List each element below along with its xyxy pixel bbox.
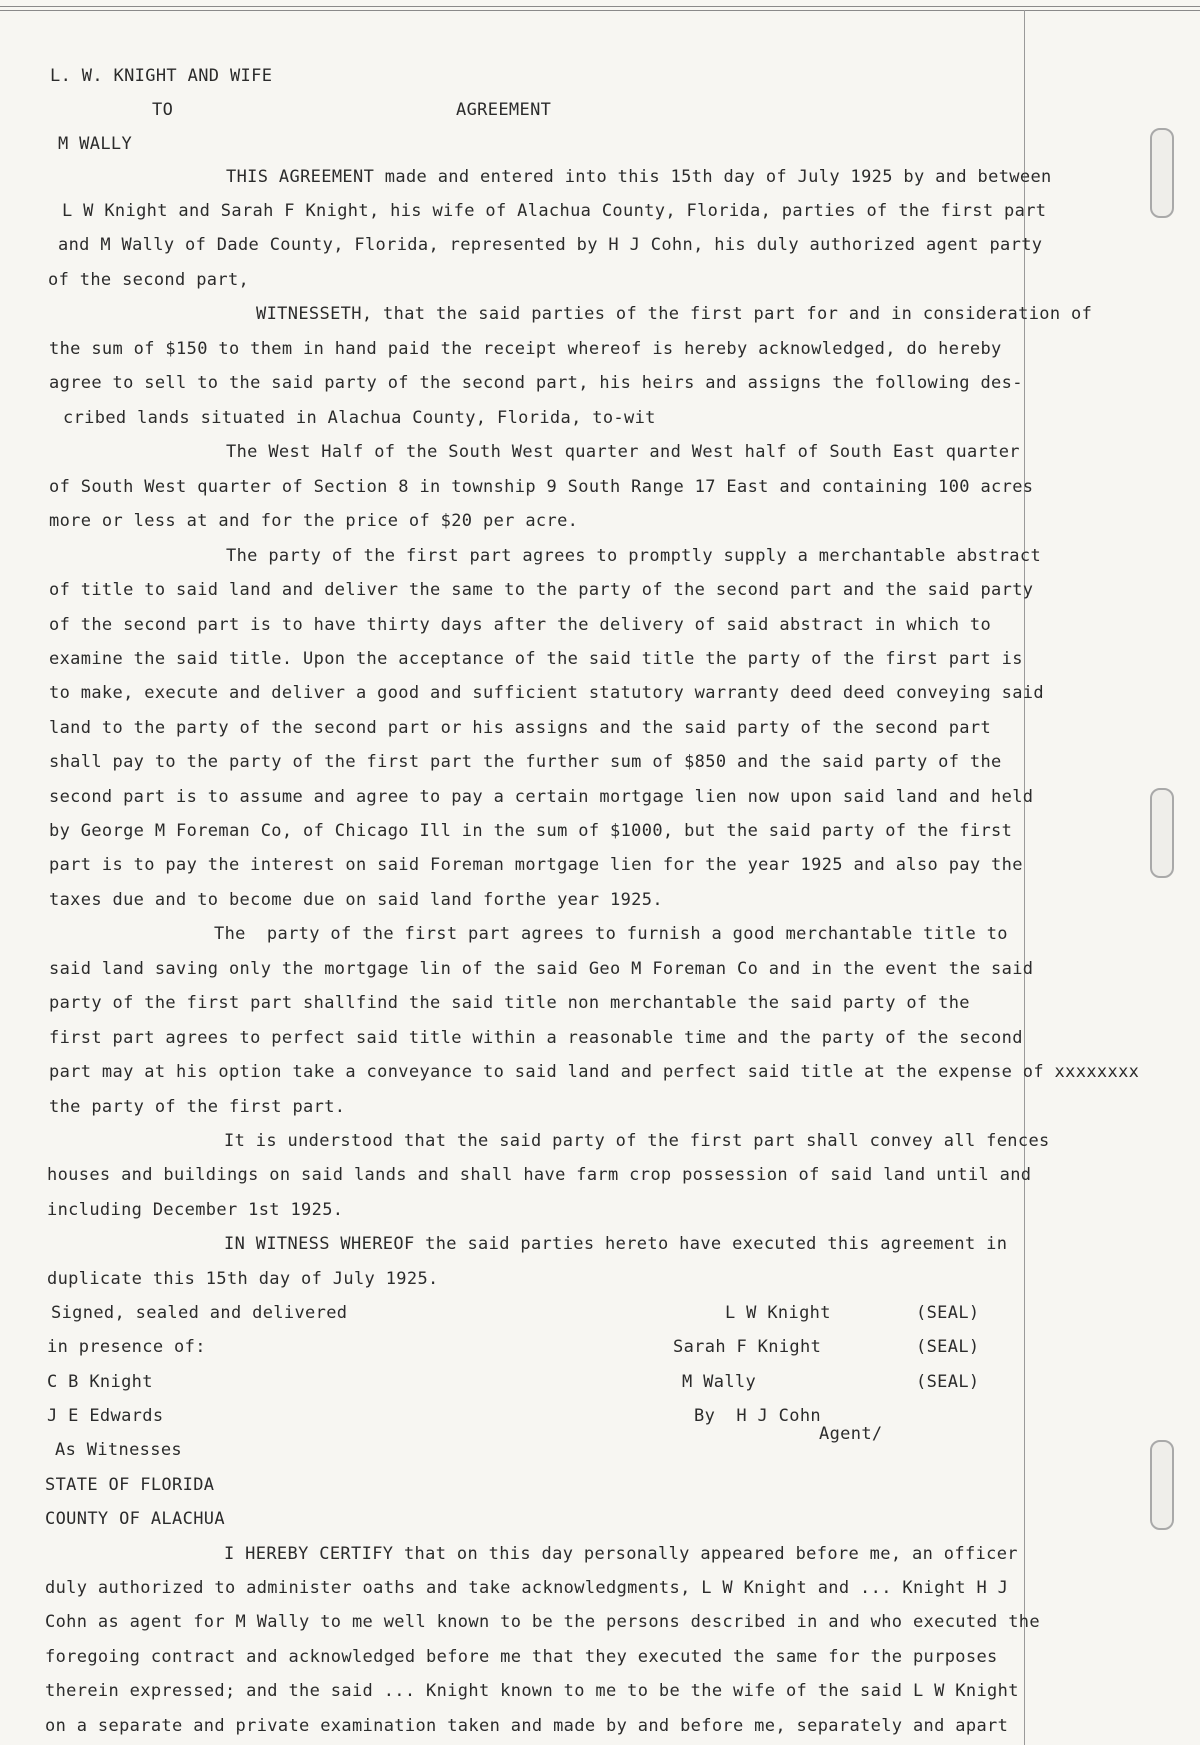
ack-line: therein expressed; and the said ... Knight known to me to be the wife of the said L W Knight — [45, 1681, 1019, 1701]
signer-name: Sarah F Knight — [673, 1337, 822, 1357]
body-line: L W Knight and Sarah F Knight, his wife of Alachua County, Florida, parties of the first part — [62, 201, 1047, 221]
body-line: and M Wally of Dade County, Florida, represented by H J Cohn, his duly authorized agent party — [58, 235, 1043, 255]
ack-line: on a separate and private examination taken and made by and before me, separately and apart — [45, 1716, 1009, 1736]
body-line: It is understood that the said party of the first part shall convey all fences — [224, 1131, 1050, 1151]
right-margin-line — [1024, 10, 1025, 1745]
body-line: first part agrees to perfect said title within a reasonable time and the party of the second — [49, 1028, 1023, 1048]
body-line: part is to pay the interest on said Foreman mortgage lien for the year 1925 and also pay the — [49, 855, 1023, 875]
body-line: duplicate this 15th day of July 1925. — [47, 1269, 439, 1289]
body-line: more or less at and for the price of $20 per acre. — [49, 511, 579, 531]
body-line: part may at his option take a conveyance to said land and perfect said title at the expense of xxxxxxxx — [49, 1062, 1140, 1082]
header-parties: L. W. KNIGHT AND WIFE — [50, 66, 273, 86]
ack-state: STATE OF FLORIDA — [45, 1475, 215, 1495]
body-line: agree to sell to the said party of the second part, his heirs and assigns the following des- — [49, 373, 1023, 393]
body-line: party of the first part shallfind the said title non merchantable the said party of the — [49, 993, 970, 1013]
body-line: of the second part is to have thirty days after the delivery of said abstract in which to — [49, 615, 992, 635]
seal-label: (SEAL) — [916, 1337, 980, 1357]
witness-name: J E Edwards — [47, 1406, 164, 1426]
body-line: examine the said title. Upon the acceptance of the said title the party of the first part is — [49, 649, 1023, 669]
body-line: by George M Foreman Co, of Chicago Ill in the sum of $1000, but the said party of the first — [49, 821, 1013, 841]
body-line: The West Half of the South West quarter and West half of South East quarter — [226, 442, 1020, 462]
body-line: of title to said land and deliver the same to the party of the second part and the said party — [49, 580, 1034, 600]
body-line: said land saving only the mortgage lin of the said Geo M Foreman Co and in the event the said — [49, 959, 1034, 979]
witness-label: in presence of: — [47, 1337, 206, 1357]
punch-hole-bottom — [1150, 1440, 1174, 1530]
body-line: houses and buildings on said lands and shall have farm crop possession of said land until and — [47, 1165, 1032, 1185]
body-line: The party of the first part agrees to promptly supply a merchantable abstract — [226, 546, 1042, 566]
body-line: of South West quarter of Section 8 in township 9 South Range 17 East and containing 100 acres — [49, 477, 1034, 497]
ack-line: foregoing contract and acknowledged before me that they executed the same for the purposes — [45, 1647, 998, 1667]
body-line: to make, execute and deliver a good and sufficient statutory warranty deed deed conveying said — [49, 683, 1044, 703]
agent-by: By H J Cohn — [694, 1406, 822, 1426]
body-line: WITNESSETH, that the said parties of the first part for and in consideration of — [256, 304, 1093, 324]
body-line: taxes due and to become due on said land forthe year 1925. — [49, 890, 663, 910]
as-witnesses: As Witnesses — [55, 1440, 183, 1460]
body-line: the party of the first part. — [49, 1097, 346, 1117]
top-rule-inner — [0, 10, 1200, 11]
signer-name: M Wally — [682, 1372, 757, 1392]
punch-hole-top — [1150, 128, 1174, 218]
ack-line: I HEREBY CERTIFY that on this day personally appeared before me, an officer — [224, 1544, 1018, 1564]
header-doc-type: AGREEMENT — [456, 100, 552, 120]
body-line: second part is to assume and agree to pay a certain mortgage lien now upon said land and held — [49, 787, 1034, 807]
body-line: The party of the first part agrees to furnish a good merchantable title to — [214, 924, 1008, 944]
ack-line: duly authorized to administer oaths and take acknowledgments, L W Knight and ... Knight H J — [45, 1578, 1009, 1598]
ack-county: COUNTY OF ALACHUA — [45, 1509, 225, 1529]
ack-line: Cohn as agent for M Wally to me well known to be the persons described in and who executed the — [45, 1612, 1040, 1632]
header-to: TO — [152, 100, 174, 120]
header-second-party: M WALLY — [58, 134, 133, 154]
signer-name: L W Knight — [725, 1303, 831, 1323]
body-line: of the second part, — [48, 270, 250, 290]
agent-label: Agent/ — [819, 1424, 883, 1444]
body-line: IN WITNESS WHEREOF the said parties hereto have executed this agreement in — [224, 1234, 1008, 1254]
body-line: cribed lands situated in Alachua County, Florida, to-wit — [63, 408, 656, 428]
top-rule — [0, 6, 1200, 7]
seal-label: (SEAL) — [916, 1372, 980, 1392]
body-line: THIS AGREEMENT made and entered into this 15th day of July 1925 by and between — [226, 167, 1052, 187]
witness-name: C B Knight — [47, 1372, 153, 1392]
body-line: shall pay to the party of the first part the further sum of $850 and the said party of the — [49, 752, 1002, 772]
body-line: the sum of $150 to them in hand paid the receipt whereof is hereby acknowledged, do hereby — [49, 339, 1002, 359]
witness-label: Signed, sealed and delivered — [51, 1303, 348, 1323]
body-line: land to the party of the second part or his assigns and the said party of the second part — [49, 718, 992, 738]
punch-hole-middle — [1150, 788, 1174, 878]
seal-label: (SEAL) — [916, 1303, 980, 1323]
body-line: including December 1st 1925. — [47, 1200, 344, 1220]
